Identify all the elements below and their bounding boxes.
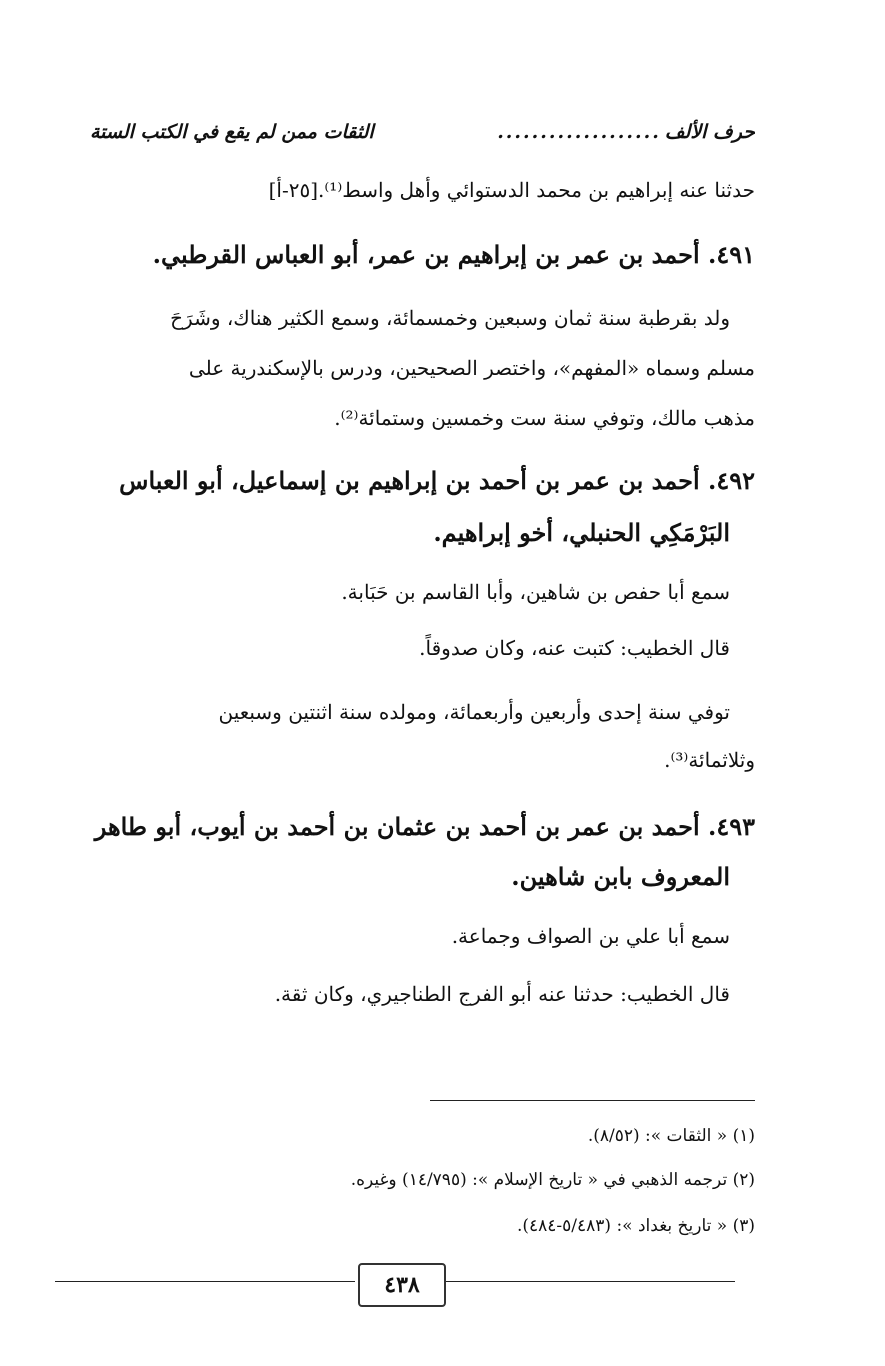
entry-491-text-3: مذهب مالك، وتوفي سنة ست وخمسين وستمائة⁽²⁾. [334, 406, 755, 430]
bottom-rule-right [435, 1281, 735, 1282]
footnote-3: (٣) « تاريخ بغداد »: (٥/٤٨٣-٤٨٤). [516, 1216, 755, 1236]
entry-491-heading: ٤٩١. أحمد بن عمر بن إبراهيم بن عمر، أبو العباس القرطبي. [152, 240, 755, 269]
running-header [90, 112, 755, 152]
entry-492-heading-1: ٤٩٢. أحمد بن عمر بن أحمد بن إبراهيم بن إسماعيل، أبو العباس [119, 466, 755, 495]
entry-493-text-2: قال الخطيب: حدثنا عنه أبو الفرج الطناجيري، وكان ثقة. [274, 982, 730, 1006]
entry-491-text-1: ولد بقرطبة سنة ثمان وسبعين وخمسمائة، وسمع الكثير هناك، وشَرَحَ [170, 306, 730, 330]
header-section: حرف الألف [664, 121, 755, 143]
footnote-separator [430, 1100, 755, 1101]
continuation-line: حدثنا عنه إبراهيم بن محمد الدستوائي وأهل واسط⁽¹⁾.[٢٥-أ] [268, 178, 755, 202]
footnote-2: (٢) ترجمه الذهبي في « تاريخ الإسلام »: (١٤/٧٩٥) وغيره. [350, 1170, 755, 1190]
entry-492-text-3: توفي سنة إحدى وأربعين وأربعمائة، ومولده سنة اثنتين وسبعين [218, 700, 730, 724]
entry-492-heading-2: البَرْمَكِي الحنبلي، أخو إبراهيم. [433, 518, 730, 547]
entry-492-text-2: قال الخطيب: كتبت عنه، وكان صدوقاً. [419, 636, 730, 660]
header-dots: ................... [497, 121, 661, 143]
footnote-1: (١) « الثقات »: (٨/٥٢). [587, 1126, 755, 1146]
header-title: الثقات ممن لم يقع في الكتب الستة [90, 121, 374, 143]
entry-492-text-1: سمع أبا حفص بن شاهين، وأبا القاسم بن حَبَابة. [341, 580, 730, 604]
bottom-rule-left [55, 1281, 355, 1282]
entry-492-text-4: وثلاثمائة⁽³⁾. [664, 748, 755, 772]
entry-493-heading-1: ٤٩٣. أحمد بن عمر بن أحمد بن عثمان بن أحمد بن أيوب، أبو طاهر [94, 812, 755, 841]
page-number: ٤٣٨ [358, 1263, 446, 1307]
entry-491-text-2: مسلم وسماه «المفهم»، واختصر الصحيحين، ودرس بالإسكندرية على [188, 356, 755, 380]
entry-493-heading-2: المعروف بابن شاهين. [511, 862, 730, 891]
entry-493-text-1: سمع أبا علي بن الصواف وجماعة. [451, 924, 730, 948]
